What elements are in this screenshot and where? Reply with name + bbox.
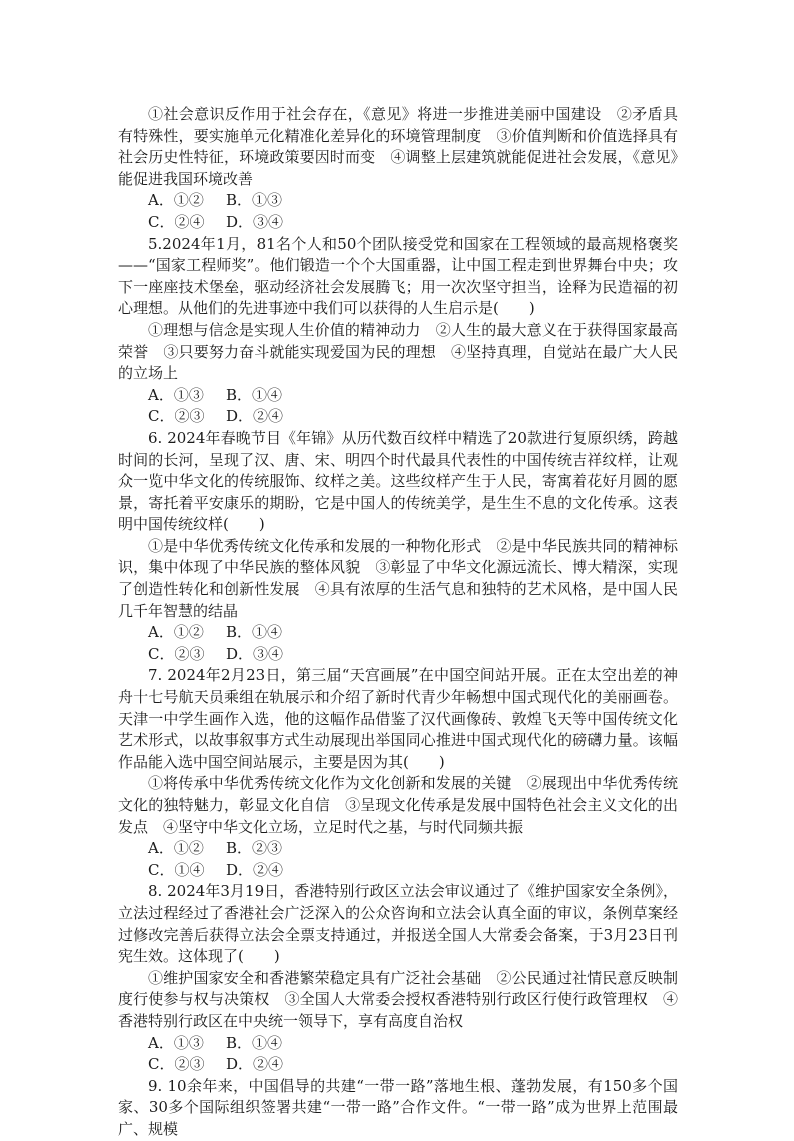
- q7-stem: 7. 2024年2月23日，第三届“天宫画展”在中国空间站开展。正在太空出差的神舟十七号航天员乘组在轨展示和介绍了新时代青少年畅想中国式现代化的美丽画卷。天津一中学生画作入选，他的这幅作品借鉴了汉代画像砖、敦煌飞天等中国传统文化艺术形式，以故事叙事方式生动展现出举国同心推进中国式现代化的磅礴力量。该幅作品能入选中国空间站展示，主要是因为其( ): [118, 666, 678, 771]
- q5-option-c: C．②③: [148, 407, 205, 426]
- q8-option-d: D．②④: [226, 1055, 284, 1074]
- q8-option-c: C．②③: [148, 1055, 205, 1074]
- q8-options-row2: [148, 1054, 678, 1076]
- q4-option-d: D．③④: [226, 212, 284, 231]
- q6-stem: 6. 2024年春晚节目《年锦》从历代数百纹样中精选了20款进行复原织绣，跨越时间的长河，呈现了汉、唐、宋、明四个时代最具代表性的中国传统吉祥纹样，让观众一览中华文化的传统服饰、纹样之美。这些纹样产生于人民，寄寓着花好月圆的愿景，寄托着平安康乐的期盼，它是中国人的传统美学，是生生不息的文化传承。这表明中国传统纹样( ): [118, 428, 678, 534]
- q8-options-row1: [148, 1033, 678, 1055]
- q6-options-row2: [148, 644, 678, 666]
- q8-statements: ①维护国家安全和香港繁荣稳定具有广泛社会基础 ②公民通过社情民意反映制度行使参与权与决策权 ③全国人大常委会授权香港特别行政区行使行政管理权 ④香港特别行政区在中央统一领导下，享有高度自治权: [118, 968, 678, 1030]
- q4-options-row2: [148, 212, 678, 234]
- q5-option-a: A．①③: [148, 385, 204, 404]
- document-page: [118, 104, 678, 1141]
- q7-option-c: C．①④: [148, 860, 205, 879]
- q8-option-b: B．①④: [226, 1033, 283, 1052]
- q5-stem: 5.2024年1月，81名个人和50个团队接受党和国家在工程领域的最高规格褒奖——“国家工程师奖”。他们锻造一个个大国重器，让中国工程走到世界舞台中央；攻下一座座技术堡垒，驱动经济社会发展腾飞；用一次次坚守担当，诠释为民造福的初心理想。从他们的先进事迹中我们可以获得的人生启示是( ): [118, 234, 678, 318]
- q6-option-a: A．①②: [148, 623, 204, 642]
- q6-options-row1: [148, 622, 678, 644]
- q4-option-b: B．①③: [226, 191, 283, 210]
- q4-options-row1: [148, 190, 678, 212]
- q7-option-d: D．②④: [226, 860, 284, 879]
- q5-option-d: D．②④: [226, 407, 284, 426]
- q5-statements: ①理想与信念是实现人生价值的精神动力 ②人生的最大意义在于获得国家最高荣誉 ③只要努力奋斗就能实现爱国为民的理想 ④坚持真理，自觉站在最广大人民的立场上: [118, 320, 678, 383]
- q6-statements: ①是中华优秀传统文化传承和发展的一种物化形式 ②是中华民族共同的精神标识，集中体现了中华民族的整体风貌 ③彰显了中华文化源远流长、博大精深，实现了创造性转化和创新性发展 ④具有浓厚的生活气息和独特的艺术风格，是中国人民几千年智慧的结晶: [118, 536, 678, 620]
- q7-option-a: A．①②: [148, 839, 204, 858]
- q8-stem: 8. 2024年3月19日，香港特别行政区立法会审议通过了《维护国家安全条例》，立法过程经过了香港社会广泛深入的公众咨询和立法会认真全面的审议，条例草案经过修改完善后获得立法会全票支持通过，并报送全国人大常委会备案，于3月23日刊宪生效。这体现了( ): [118, 882, 678, 966]
- q6-option-b: B．①④: [226, 623, 283, 642]
- q4-option-c: C．②④: [148, 212, 205, 231]
- q4-option-a: A．①②: [148, 191, 204, 210]
- q7-options-row1: [148, 838, 678, 860]
- q8-option-a: A．①③: [148, 1033, 204, 1052]
- q5-options-row2: [148, 406, 678, 428]
- q4-statements: ①社会意识反作用于社会存在，《意见》将进一步推进美丽中国建设 ②矛盾具有特殊性，要实施单元化精准化差异化的环境管理制度 ③价值判断和价值选择具有社会历史性特征，环境政策要因时而变 ④调整上层建筑就能促进社会发展，《意见》能促进我国环境改善: [118, 105, 678, 188]
- q6-option-d: D．③④: [226, 644, 284, 663]
- q5-option-b: B．①④: [226, 385, 283, 404]
- q7-options-row2: [148, 860, 678, 882]
- q7-statements: ①将传承中华优秀传统文化作为文化创新和发展的关键 ②展现出中华优秀传统文化的独特魅力，彰显文化自信 ③呈现文化传承是发展中国特色社会主义文化的出发点 ④坚守中华文化立场，立足时代之基，与时代同频共振: [118, 774, 678, 836]
- q5-options-row1: [148, 385, 678, 407]
- q9-stem: 9. 10余年来，中国倡导的共建“一带一路”落地生根、蓬勃发展，有150多个国家、30多个国际组织签署共建“一带一路”合作文件。“一带一路”成为世界上范围最广、规模: [118, 1076, 678, 1138]
- q6-option-c: C．②③: [148, 644, 205, 663]
- q7-option-b: B．②③: [226, 839, 283, 858]
